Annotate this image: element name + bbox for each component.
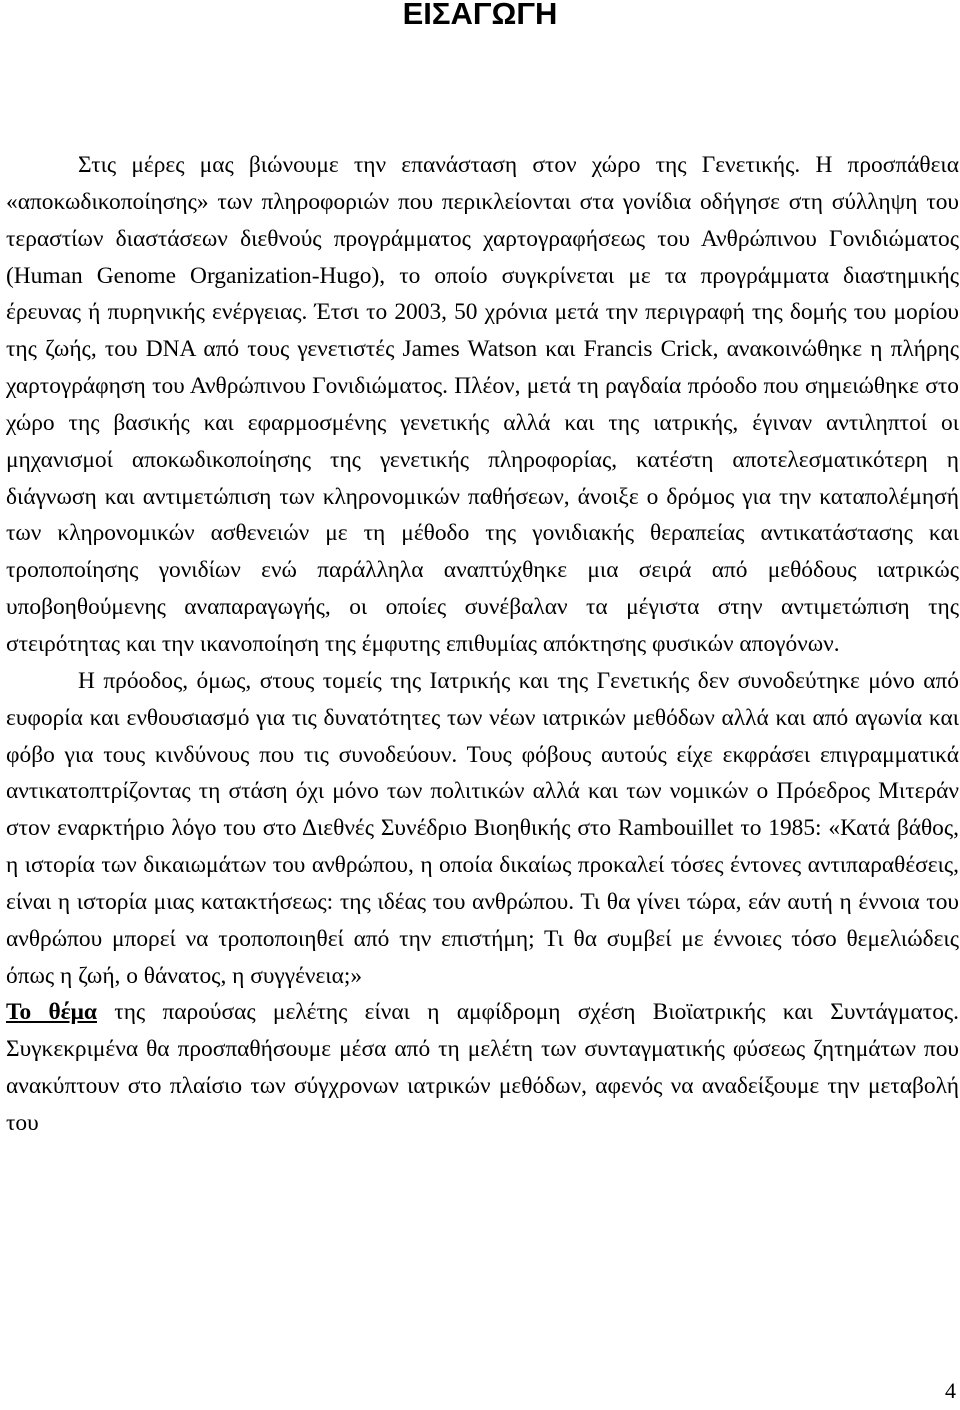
paragraph-intro: Στις μέρες μας βιώνουμε την επανάσταση στον χώρο της Γενετικής. Η προσπάθεια «αποκωδικοποίησης» των πληροφοριών που περικλείονται στα γονίδια οδήγησε στη σύλληψη του τεραστίων διαστάσεων διεθνούς προγράμματος χαρτογραφήσεως του Ανθρώπινου Γονιδιώματος (Human Genome Organization-Hugo), το οποίο συγκρίνεται με τα προγράμματα διαστημικής έρευνας ή πυρηνικής ενέργειας. Έτσι το 2003, 50 χρόνια μετά την περιγραφή της δομής του μορίου της ζωής, του DNA από τους γενετιστές James Watson και Francis Crick, ανακοινώθηκε η πλήρης χαρτογράφηση του Ανθρώπινου Γονιδιώματος. Πλέον, μετά τη ραγδαία πρόοδο που σημειώθηκε στο χώρο της βασικής και εφαρμοσμένης γενετικής αλλά και της ιατρικής, έγιναν αντιληπτοί οι μηχανισμοί αποκωδικοποίησης της γενετικής πληροφορίας, κατέστη αποτελεσματικότερη η διάγνωση και αντιμετώπιση των κληρονομικών παθήσεων, άνοιξε ο δρόμος για την καταπολέμησή των κληρονομικών ασθενειών με τη μέθοδο της γονιδιακής θεραπείας αντικατάστασης και τροποποίησης γονιδίων ενώ παράλληλα αναπτύχθηκε μια σειρά από μεθόδους ιατρικώς υποβοηθούμενης αναπαραγωγής, οι οποίες συνέβαλαν τα μέγιστα στην αντιμετώπιση της στειρότητας και την ικανοποίηση της έμφυτης επιθυμίας απόκτησης φυσικών απογόνων. (6, 152, 959, 657)
body-text (6, 147, 959, 1142)
page-title: ΕΙΣΑΓΩΓΗ (402, 0, 558, 31)
paragraph-progress: Η πρόοδος, όμως, στους τομείς της Ιατρικής και της Γενετικής δεν συνοδεύτηκε μόνο από ευφορία και ενθουσιασμό για τις δυνατότητες των νέων ιατρικών μεθόδων αλλά και από αγωνία και φόβο για τους κινδύνους που τις συνοδεύουν. Τους φόβους αυτούς είχε εκφράσει επιγραμματικά αντικατοπτρίζοντας τη στάση όχι μόνο των πολιτικών αλλά και των νομικών ο Πρόεδρος Μιτεράν στον εναρκτήριο λόγο του στο Διεθνές Συνέδριο Βιοηθικής στο Rambouillet το 1985: «Κατά βάθος, η ιστορία των δικαιωμάτων του ανθρώπου, η οποία δικαίως προκαλεί τόσες έντονες αντιπαραθέσεις, είναι η ιστορία μιας κατακτήσεως: της ιδέας του ανθρώπου. Τι θα γίνει τώρα, εάν αυτή η έννοια του ανθρώπου μπορεί να τροποποιηθεί από την επιστήμη; Τι θα συμβεί με έννοιες τόσο θεμελιώδεις όπως η ζωή, ο θάνατος, η συγγένεια;» (6, 667, 959, 989)
topic-text: της παρούσας μελέτης είναι η αμφίδρομη σχέση Βιοϊατρικής και Συντάγματος. Συγκεκριμένα θα προσπαθήσουμε μέσα από τη μελέτη των συνταγματικής φύσεως ζητημάτων που ανακύπτουν στο πλαίσιο των σύγχρονων ιατρικών μεθόδων, αφενός να αναδείξουμε την μεταβολή του (6, 999, 960, 1136)
topic-label: Το θέμα (6, 999, 97, 1026)
page-number: 4 (945, 1378, 956, 1403)
paragraph-topic (6, 994, 959, 1141)
